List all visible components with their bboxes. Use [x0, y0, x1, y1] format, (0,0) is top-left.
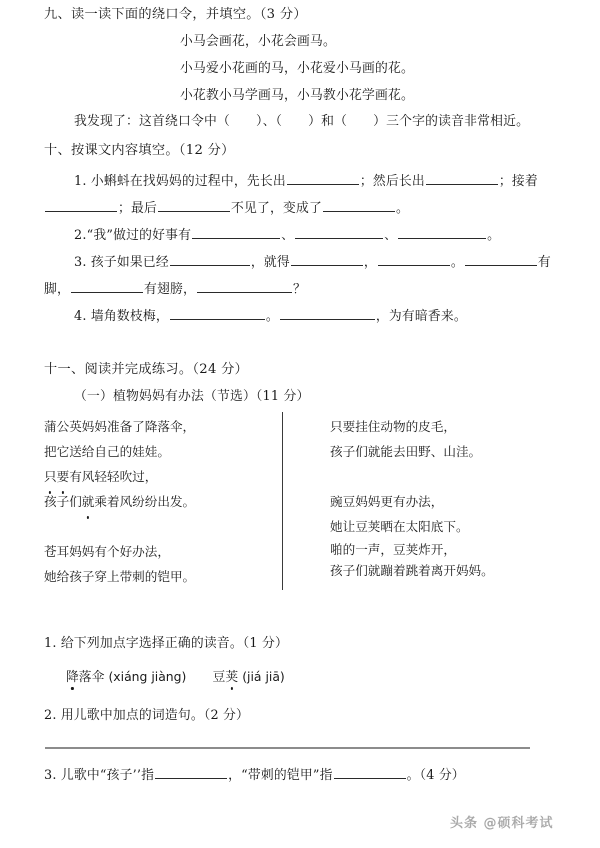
poem-right-line-5: 啪的一声，豆荚炸开，: [330, 542, 456, 557]
watermark-label: 头条 @硕科考试: [450, 816, 554, 831]
q3-blank-6[interactable]: [197, 280, 292, 293]
emphasis-char-jiu: 就: [82, 489, 95, 514]
reading-q3-blank-2[interactable]: [334, 766, 406, 779]
conclusion-suffix: ）三个字的读音非常相近。: [373, 114, 530, 129]
emphasis-char-zhi: 只: [44, 464, 57, 489]
q4-text-b: 。: [265, 309, 279, 325]
poem-right-line-1: 只要挂住动物的皮毛，: [330, 419, 456, 434]
poem-left-line-4-rest: 乘着风纷纷出发。: [94, 494, 196, 509]
poem-left-line-3-rest: 有风轻轻吹过，: [69, 469, 158, 484]
pinyin-word-2: [213, 670, 239, 685]
poem-right-line-3: 豌豆妈妈更有办法，: [330, 494, 444, 509]
section-eleven-heading: 十一、阅读并完成练习。（24 分）: [44, 362, 249, 377]
emphasis-char-yao: 要: [57, 464, 70, 489]
reading-q3-text-c: 。（4 分）: [406, 768, 465, 784]
poem-right-line-2: 孩子们就能去田野、山洼。: [330, 444, 482, 459]
q3-text-d: 。: [450, 255, 464, 271]
poem-left-line-6: 她给孩子穿上带刺的铠甲。: [44, 569, 196, 584]
section-ten-heading: 十、按课文内容填空。（12 分）: [44, 143, 235, 158]
q2-blank-3[interactable]: [398, 226, 486, 239]
section-eleven-subheading: （一）植物妈妈有办法（节选）（11 分）: [74, 389, 310, 404]
q1-blank-5[interactable]: [323, 199, 395, 212]
q3-blank-3[interactable]: [378, 253, 450, 266]
q1-text-f: 。: [395, 201, 409, 217]
q4-text-c: ，为有暗香来。: [375, 309, 467, 325]
q2-sep-2: 、: [384, 228, 398, 244]
section-ten-q3-line1: [74, 253, 551, 270]
q1-text-d: ；最后: [118, 201, 157, 217]
section-ten-q1-line2: [44, 199, 409, 216]
q3-text-b: ，就得: [250, 255, 290, 271]
poem-left-line-2: 把它送给自己的娃娃。: [44, 444, 170, 459]
q1-text-b: ；然后长出: [359, 174, 425, 190]
tongue-twister-line-3: 小花教小马学画马，小马教小花学画花。: [180, 88, 414, 103]
tongue-twister-line-2: 小马爱小花画的马，小花爱小马画的花。: [180, 61, 414, 76]
reading-q2-prompt: 2. 用儿歌中加点的词造句。（2 分）: [44, 708, 250, 723]
q1-blank-2[interactable]: [426, 172, 498, 185]
poem-right-line-6: 孩子们就蹦着跳着离开妈妈。: [330, 563, 494, 578]
reading-q3-text-a: 3. 儿歌中“孩子’’指: [44, 768, 155, 784]
q1-blank-3[interactable]: [45, 199, 117, 212]
q4-text-a: 4. 墙角数枝梅，: [74, 309, 169, 325]
poem-column-divider: [282, 412, 283, 590]
pinyin-word-1-rest: 落伞: [78, 670, 105, 685]
pinyin-word-2-dotted-char: 荚: [225, 666, 238, 685]
pinyin-word-1-options[interactable]: (xiáng jiàng): [108, 669, 187, 684]
q1-blank-1[interactable]: [287, 172, 359, 185]
q4-blank-2[interactable]: [280, 307, 375, 320]
q3-text-a: 3. 孩子如果已经: [74, 255, 169, 271]
section-nine-conclusion: [74, 116, 529, 129]
section-ten-q1-line1: [74, 172, 538, 189]
q4-blank-1[interactable]: [170, 307, 265, 320]
poem-left-line-5: 苍耳妈妈有个好办法，: [44, 544, 170, 559]
q3-text-g: 有翅膀，: [144, 282, 196, 298]
poem-left-gap: [44, 514, 195, 539]
poem-left-line-3: [44, 464, 195, 489]
poem-right-line-4: 她让豆荚晒在太阳底下。: [330, 519, 469, 534]
q2-blank-1[interactable]: [192, 226, 280, 239]
q2-text-a: 2.“我”做过的好事有: [74, 228, 192, 244]
poem-right-column: [330, 414, 494, 581]
poem-right-gap: [330, 464, 494, 489]
q3-blank-5[interactable]: [71, 280, 143, 293]
q3-blank-1[interactable]: [170, 253, 250, 266]
q1-text-e: 不见了，变成了: [231, 201, 322, 217]
reading-q3-text-b: ，“带刺的铠甲”指: [228, 768, 333, 784]
section-ten-q3-line2: [44, 280, 306, 297]
section-ten-q4: [74, 307, 467, 324]
reading-q2-answer-line[interactable]: [45, 747, 530, 749]
q3-text-f: 脚，: [44, 282, 70, 298]
conclusion-mid-2: ）和（: [308, 114, 348, 129]
section-ten-q2: [74, 226, 500, 243]
tongue-twister-line-1: 小马会画花，小花会画马。: [180, 34, 336, 49]
q3-blank-4[interactable]: [465, 253, 537, 266]
reading-q1-prompt: 1. 给下列加点字选择正确的读音。（1 分）: [44, 636, 289, 651]
q3-text-c: ，: [363, 255, 377, 271]
poem-left-line-4-pre: 孩子们: [44, 494, 82, 509]
q2-text-end: 。: [487, 228, 501, 244]
pinyin-word-2-pre: 豆: [212, 670, 226, 685]
q3-text-e: 有: [537, 255, 551, 271]
reading-q3-blank-1[interactable]: [155, 766, 227, 779]
poem-left-column: [44, 414, 195, 589]
pinyin-word-1-dotted-char: 降: [66, 666, 79, 685]
q1-text-c: ；接着: [498, 174, 538, 190]
q1-text-a: 1. 小蝌蚪在找妈妈的过程中，先长出: [74, 174, 286, 190]
poem-left-line-1: 蒲公英妈妈准备了降落伞，: [44, 419, 196, 434]
pinyin-word-1: [66, 670, 104, 685]
q3-text-h: ？: [293, 282, 306, 298]
pinyin-word-2-options[interactable]: (jiá jiā): [242, 669, 285, 684]
q2-blank-2[interactable]: [295, 226, 383, 239]
q1-blank-4[interactable]: [158, 199, 230, 212]
conclusion-prefix: 我发现了：这首绕口令中（: [74, 114, 230, 129]
q3-blank-2[interactable]: [291, 253, 363, 266]
reading-q3: [44, 766, 465, 783]
section-nine-heading: 九、读一读下面的绕口令，并填空。（3 分）: [44, 7, 307, 22]
q2-sep-1: 、: [281, 228, 295, 244]
poem-left-line-4: [44, 489, 195, 514]
conclusion-mid-1: ）、（: [255, 114, 283, 129]
reading-q1-pinyin-row: [66, 666, 285, 685]
